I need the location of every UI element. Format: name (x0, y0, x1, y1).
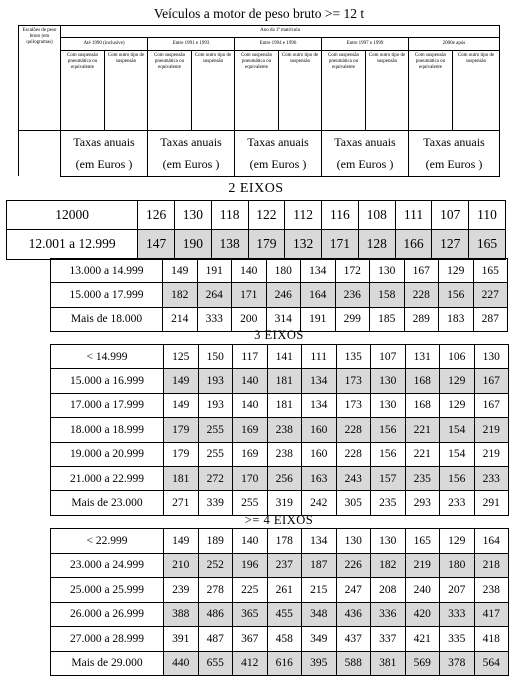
tax-value-cell: 169 (233, 442, 268, 466)
suspension-other-header: Com outro tipo de suspensão (279, 50, 322, 130)
tax-value-cell: 417 (474, 602, 509, 627)
tax-value-cell: 107 (371, 345, 406, 369)
suspension-air-header: Com suspensão pneumática ou equivalente (148, 50, 192, 130)
tax-value-cell: 166 (395, 230, 432, 259)
tax-value-cell: 170 (233, 466, 268, 490)
tax-value-cell: 421 (405, 627, 440, 652)
table-row (51, 369, 509, 393)
tax-value-cell: 129 (440, 393, 475, 417)
tax-value-cell: 391 (164, 627, 199, 652)
tax-value-cell: 180 (266, 259, 301, 283)
table-row (7, 201, 506, 230)
table-title: Veículos a motor de peso bruto >= 12 t (19, 4, 500, 25)
annual-tax-header (148, 130, 235, 176)
tax-value-cell: 178 (267, 529, 302, 554)
tax-value-cell: 179 (164, 442, 199, 466)
tax-value-cell: 132 (285, 230, 322, 259)
weight-bracket-label: 26.000 a 26.999 (51, 602, 164, 627)
tax-value-cell: 348 (302, 602, 337, 627)
tax-value-cell: 289 (404, 307, 439, 331)
tax-value-cell: 134 (302, 529, 337, 554)
tax-value-cell: 160 (302, 442, 337, 466)
tax-value-cell: 130 (370, 259, 405, 283)
tax-value-cell: 129 (440, 529, 475, 554)
tax-value-cell: 156 (371, 418, 406, 442)
tax-value-cell: 243 (336, 466, 371, 490)
weight-bracket-label: 25.000 a 25.999 (51, 578, 164, 603)
tax-value-cell: 135 (336, 345, 371, 369)
section-table (50, 258, 508, 332)
tax-value-cell: 165 (469, 230, 506, 259)
weight-bracket-label: < 22.999 (51, 529, 164, 554)
tax-value-cell: 240 (405, 578, 440, 603)
tax-value-cell: 110 (469, 201, 506, 230)
tax-value-cell: 287 (473, 307, 508, 331)
tax-value-cell: 190 (174, 230, 211, 259)
tax-value-cell: 134 (302, 393, 337, 417)
annual-tax-header (61, 130, 148, 176)
tax-value-cell: 128 (358, 230, 395, 259)
suspension-other-header: Com outro tipo de suspensão (192, 50, 235, 130)
tax-value-cell: 130 (474, 345, 509, 369)
tax-value-cell: 171 (322, 230, 359, 259)
taxas-spacer (19, 130, 61, 176)
tax-value-cell: 179 (248, 230, 285, 259)
tax-value-cell: 378 (440, 651, 475, 676)
tax-value-cell: 319 (267, 491, 302, 515)
period-header: 2000e após (409, 37, 500, 50)
tax-value-cell: 235 (371, 491, 406, 515)
tax-value-cell: 130 (336, 529, 371, 554)
weight-bracket-label: 27.000 a 28.999 (51, 627, 164, 652)
tax-value-cell: 164 (301, 283, 336, 307)
tax-value-cell: 130 (371, 393, 406, 417)
tax-value-cell: 436 (336, 602, 371, 627)
section-title: 3 EIXOS (254, 328, 304, 342)
tax-value-cell: 118 (211, 201, 248, 230)
tax-value-cell: 233 (474, 466, 509, 490)
weight-bracket-label: 21.000 a 22.999 (51, 466, 164, 490)
tax-value-cell: 149 (164, 529, 199, 554)
period-header: Entre 1994 e 1996 (235, 37, 322, 50)
tax-value-cell: 440 (164, 651, 199, 676)
period-header: Entre 1991 e 1993 (148, 37, 235, 50)
tax-value-cell: 167 (474, 369, 509, 393)
tax-value-cell: 187 (302, 553, 337, 578)
section-title: >= 4 EIXOS (244, 513, 314, 527)
table-row (7, 230, 506, 259)
weight-bracket-header: Escalões de peso bruto (em quilogramas) (19, 25, 61, 130)
tax-value-cell: 247 (336, 578, 371, 603)
tax-value-cell: 487 (198, 627, 233, 652)
table-row (51, 345, 509, 369)
currency-label: (em Euros ) (425, 157, 483, 171)
tax-value-cell: 140 (233, 529, 268, 554)
tax-value-cell: 158 (370, 283, 405, 307)
tax-value-cell: 228 (404, 283, 439, 307)
tax-value-cell: 129 (439, 259, 474, 283)
tax-value-cell: 140 (233, 369, 268, 393)
tax-value-cell: 182 (371, 553, 406, 578)
annual-tax-label: Taxas anuais (423, 135, 485, 149)
tax-value-cell: 108 (358, 201, 395, 230)
tax-value-cell: 228 (336, 418, 371, 442)
tax-value-cell: 117 (233, 345, 268, 369)
table-row (51, 578, 509, 603)
tax-value-cell: 191 (301, 307, 336, 331)
tax-value-cell: 116 (322, 201, 359, 230)
tax-value-cell: 130 (371, 369, 406, 393)
tax-value-cell: 238 (267, 442, 302, 466)
tax-value-cell: 163 (302, 466, 337, 490)
tax-value-cell: 564 (474, 651, 509, 676)
suspension-air-header: Com suspensão pneumática ou equivalente (409, 50, 453, 130)
tax-value-cell: 164 (474, 529, 509, 554)
tax-value-cell: 246 (266, 283, 301, 307)
tax-value-cell: 168 (405, 369, 440, 393)
tax-value-cell: 131 (405, 345, 440, 369)
suspension-other-header: Com outro tipo de suspensão (105, 50, 148, 130)
tax-value-cell: 333 (197, 307, 232, 331)
weight-bracket-label: 19.000 a 20.999 (51, 442, 164, 466)
annual-tax-header (409, 130, 500, 176)
tax-value-cell: 214 (163, 307, 198, 331)
tax-value-cell: 486 (198, 602, 233, 627)
table-row (51, 529, 509, 554)
tax-value-cell: 141 (267, 345, 302, 369)
tax-value-cell: 122 (248, 201, 285, 230)
table-row (51, 466, 509, 490)
tax-value-cell: 255 (233, 491, 268, 515)
table-row (51, 651, 509, 676)
tax-value-cell: 183 (439, 307, 474, 331)
annual-tax-label: Taxas anuais (73, 135, 135, 149)
tax-value-cell: 388 (164, 602, 199, 627)
tax-value-cell: 261 (267, 578, 302, 603)
tax-value-cell: 180 (440, 553, 475, 578)
tax-value-cell: 278 (198, 578, 233, 603)
tax-value-cell: 172 (335, 259, 370, 283)
tax-value-cell: 156 (440, 466, 475, 490)
tax-value-cell: 455 (267, 602, 302, 627)
tax-value-cell: 181 (267, 369, 302, 393)
tax-value-cell: 272 (198, 466, 233, 490)
tax-value-cell: 150 (198, 345, 233, 369)
section-title: 2 EIXOS (228, 181, 284, 196)
tax-value-cell: 171 (232, 283, 267, 307)
tax-value-cell: 256 (267, 466, 302, 490)
tax-value-cell: 193 (198, 393, 233, 417)
tax-value-cell: 291 (474, 491, 509, 515)
tax-value-cell: 210 (164, 553, 199, 578)
tax-value-cell: 218 (474, 553, 509, 578)
suspension-other-header: Com outro tipo de suspensão (366, 50, 409, 130)
tax-value-cell: 173 (336, 369, 371, 393)
tax-value-cell: 134 (301, 259, 336, 283)
tax-value-cell: 655 (198, 651, 233, 676)
annual-tax-header (322, 130, 409, 176)
tax-value-cell: 420 (405, 602, 440, 627)
tax-value-cell: 134 (302, 369, 337, 393)
table-row (51, 283, 508, 307)
tax-value-cell: 130 (371, 529, 406, 554)
tax-value-cell: 181 (164, 466, 199, 490)
tax-value-cell: 149 (164, 369, 199, 393)
currency-label: (em Euros ) (75, 157, 133, 171)
weight-bracket-label: < 14.999 (51, 345, 164, 369)
weight-bracket-label: Mais de 18.000 (51, 307, 163, 331)
tax-value-cell: 193 (198, 369, 233, 393)
tax-value-cell: 165 (473, 259, 508, 283)
annual-tax-label: Taxas anuais (160, 135, 222, 149)
tax-value-cell: 238 (267, 418, 302, 442)
tax-value-cell: 129 (440, 369, 475, 393)
tax-value-cell: 221 (405, 418, 440, 442)
tax-value-cell: 126 (138, 201, 175, 230)
weight-bracket-label: Mais de 29.000 (51, 651, 164, 676)
header-table (18, 4, 500, 177)
currency-label: (em Euros ) (249, 157, 307, 171)
period-header: Entre 1997 e 1999 (322, 37, 409, 50)
tax-value-cell: 179 (164, 418, 199, 442)
tax-value-cell: 219 (405, 553, 440, 578)
tax-value-cell: 196 (233, 553, 268, 578)
weight-bracket-label: 18.000 a 18.999 (51, 418, 164, 442)
tax-value-cell: 182 (163, 283, 198, 307)
tax-value-cell: 181 (267, 393, 302, 417)
tax-value-cell: 167 (474, 393, 509, 417)
weight-bracket-label: 15.000 a 17.999 (51, 283, 163, 307)
suspension-other-header: Com outro tipo de suspensão (453, 50, 500, 130)
tax-value-cell: 314 (266, 307, 301, 331)
section-table (6, 200, 506, 260)
tax-value-cell: 235 (405, 466, 440, 490)
table-row (51, 259, 508, 283)
tax-value-cell: 154 (440, 442, 475, 466)
tax-value-cell: 437 (336, 627, 371, 652)
table-row (51, 553, 509, 578)
tax-value-cell: 395 (302, 651, 337, 676)
tax-value-cell: 221 (405, 442, 440, 466)
tax-value-cell: 349 (302, 627, 337, 652)
tax-value-cell: 165 (405, 529, 440, 554)
tax-value-cell: 569 (405, 651, 440, 676)
section-table (50, 528, 509, 676)
annual-tax-label: Taxas anuais (247, 135, 309, 149)
tax-value-cell: 138 (211, 230, 248, 259)
tax-value-cell: 616 (267, 651, 302, 676)
tax-value-cell: 255 (198, 418, 233, 442)
tax-value-cell: 219 (474, 442, 509, 466)
tax-value-cell: 238 (474, 578, 509, 603)
tax-value-cell: 227 (473, 283, 508, 307)
tax-value-cell: 111 (302, 345, 337, 369)
registration-year-header: Ano da 1ª matrícula (61, 25, 500, 37)
weight-bracket-label: Mais de 23.000 (51, 491, 164, 515)
tax-value-cell: 271 (164, 491, 199, 515)
tax-value-cell: 149 (164, 393, 199, 417)
tax-value-cell: 125 (164, 345, 199, 369)
tax-value-cell: 228 (336, 442, 371, 466)
annual-tax-label: Taxas anuais (334, 135, 396, 149)
tax-value-cell: 264 (197, 283, 232, 307)
table-row (51, 418, 509, 442)
tax-value-cell: 156 (371, 442, 406, 466)
tax-value-cell: 149 (163, 259, 198, 283)
tax-value-cell: 293 (405, 491, 440, 515)
tax-value-cell: 367 (233, 627, 268, 652)
tax-value-cell: 189 (198, 529, 233, 554)
tax-value-cell: 111 (395, 201, 432, 230)
tax-value-cell: 140 (233, 393, 268, 417)
weight-bracket-label: 13.000 a 14.999 (51, 259, 163, 283)
tax-value-cell: 130 (174, 201, 211, 230)
weight-bracket-label: 15.000 a 16.999 (51, 369, 164, 393)
tax-value-cell: 337 (371, 627, 406, 652)
tax-value-cell: 208 (371, 578, 406, 603)
tax-value-cell: 127 (432, 230, 469, 259)
tax-value-cell: 154 (440, 418, 475, 442)
currency-label: (em Euros ) (162, 157, 220, 171)
tax-value-cell: 106 (440, 345, 475, 369)
tax-value-cell: 185 (370, 307, 405, 331)
tax-value-cell: 225 (233, 578, 268, 603)
tax-value-cell: 336 (371, 602, 406, 627)
tax-value-cell: 412 (233, 651, 268, 676)
tax-value-cell: 169 (233, 418, 268, 442)
table-row (51, 393, 509, 417)
weight-bracket-label: 12000 (7, 201, 138, 230)
tax-value-cell: 156 (439, 283, 474, 307)
weight-bracket-label: 23.000 a 24.999 (51, 553, 164, 578)
tax-value-cell: 458 (267, 627, 302, 652)
tax-value-cell: 191 (197, 259, 232, 283)
tax-value-cell: 299 (335, 307, 370, 331)
tax-value-cell: 147 (138, 230, 175, 259)
tax-value-cell: 305 (336, 491, 371, 515)
currency-label: (em Euros ) (336, 157, 394, 171)
tax-value-cell: 252 (198, 553, 233, 578)
tax-value-cell: 365 (233, 602, 268, 627)
tax-value-cell: 140 (232, 259, 267, 283)
tax-value-cell: 167 (404, 259, 439, 283)
tax-value-cell: 339 (198, 491, 233, 515)
tax-value-cell: 112 (285, 201, 322, 230)
tax-value-cell: 588 (336, 651, 371, 676)
tax-value-cell: 157 (371, 466, 406, 490)
tax-value-cell: 333 (440, 602, 475, 627)
tax-value-cell: 200 (232, 307, 267, 331)
tax-value-cell: 160 (302, 418, 337, 442)
tax-value-cell: 335 (440, 627, 475, 652)
tax-value-cell: 207 (440, 578, 475, 603)
suspension-air-header: Com suspensão pneumática ou equivalente (235, 50, 279, 130)
tax-value-cell: 107 (432, 201, 469, 230)
tax-value-cell: 215 (302, 578, 337, 603)
tax-value-cell: 219 (474, 418, 509, 442)
tax-value-cell: 236 (335, 283, 370, 307)
period-header: Até 1990 (inclusive) (61, 37, 148, 50)
tax-value-cell: 239 (164, 578, 199, 603)
table-row (51, 442, 509, 466)
table-row (51, 602, 509, 627)
tax-value-cell: 237 (267, 553, 302, 578)
weight-bracket-label: 17.000 a 17.999 (51, 393, 164, 417)
suspension-air-header: Com suspensão pneumática ou equivalente (322, 50, 366, 130)
weight-bracket-label: 12.001 a 12.999 (7, 230, 138, 259)
tax-value-cell: 233 (440, 491, 475, 515)
tax-value-cell: 242 (302, 491, 337, 515)
tax-value-cell: 418 (474, 627, 509, 652)
suspension-air-header: Com suspensão pneumática ou equivalente (61, 50, 105, 130)
tax-value-cell: 255 (198, 442, 233, 466)
table-row (51, 627, 509, 652)
tax-value-cell: 168 (405, 393, 440, 417)
annual-tax-header (235, 130, 322, 176)
tax-value-cell: 173 (336, 393, 371, 417)
tax-value-cell: 381 (371, 651, 406, 676)
section-table (50, 344, 509, 516)
tax-value-cell: 226 (336, 553, 371, 578)
